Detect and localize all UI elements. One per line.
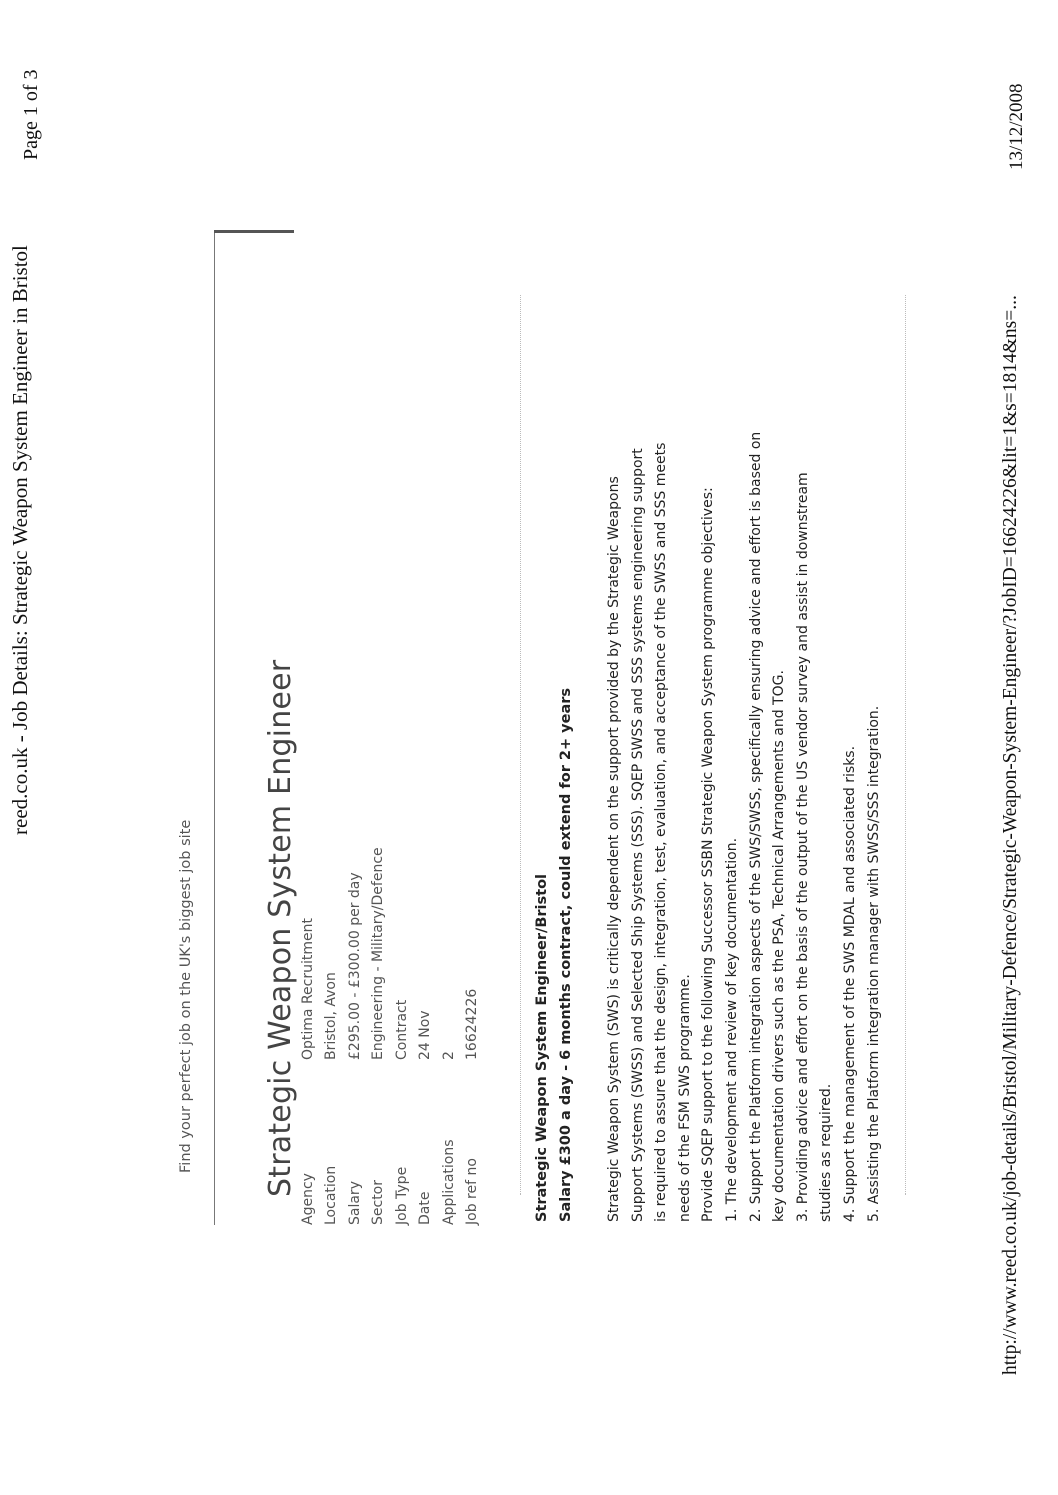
detail-label: Job ref no — [464, 1158, 481, 1225]
detail-row-sector — [367, 847, 391, 1225]
detail-label: Agency — [299, 1173, 316, 1225]
description-line: key documentation drivers such as the PSA, Technical Arrangements and TOG. — [771, 670, 788, 1222]
description-line: Strategic Weapon System (SWS) is critically dependent on the support provided by the Strategic Weapons — [606, 476, 622, 1222]
description-line: is required to assure that the design, integration, test, evaluation, and acceptance of the SWSS and SSS meets — [653, 442, 670, 1222]
detail-value-agency[interactable]: Optima Recruitment — [299, 918, 316, 1060]
detail-row-job-ref — [461, 847, 485, 1225]
detail-row-location — [320, 847, 344, 1225]
description-line: studies as required. — [818, 1083, 835, 1222]
detail-value-sector[interactable]: Engineering - Military/Defence — [370, 847, 387, 1060]
detail-row-job-type — [390, 847, 414, 1225]
bottom-divider — [905, 295, 906, 1195]
detail-value-job-type: Contract — [393, 999, 410, 1060]
section-divider — [520, 295, 521, 1195]
detail-label: Date — [417, 1191, 434, 1225]
description-line: 2. Support the Platform integration aspects of the SWS/SWSS, specifically ensuring advice and effort is based on — [747, 431, 764, 1222]
top-divider — [214, 230, 215, 1225]
job-headline — [530, 688, 578, 1222]
description-line: needs of the FSM SWS programme. — [676, 974, 693, 1222]
detail-row-agency — [296, 847, 320, 1225]
detail-value-job-ref: 16624226 — [464, 988, 481, 1060]
headline-title: Strategic Weapon System Engineer/Bristol — [534, 873, 550, 1222]
description-line: 3. Providing advice and effort on the basis of the output of the US vendor survey and assist in downstream — [794, 472, 811, 1222]
top-divider-edge — [214, 227, 294, 233]
job-details-table — [296, 847, 484, 1225]
print-page-number: Page 1 of 3 — [20, 69, 42, 160]
description-line: 1. The development and review of key documentation. — [723, 837, 740, 1222]
print-footer-url: http://www.reed.co.uk/job-details/Bristol/Military-Defence/Strategic-Weapon-System-Engineer/?JobID=16624226&lit=1&s=1814&ns=... — [1000, 295, 1021, 1375]
headline-salary: Salary £300 a day - 6 months contract, could extend for 2+ years — [558, 687, 574, 1222]
detail-value-date: 24 Nov — [417, 1010, 434, 1060]
job-title: Strategic Weapon System Engineer — [263, 659, 299, 1197]
detail-row-date — [414, 847, 438, 1225]
site-tagline: Find your perfect job on the UK's biggest job site — [178, 819, 194, 1173]
detail-label: Sector — [370, 1179, 387, 1225]
detail-row-salary — [343, 847, 367, 1225]
print-header-title: reed.co.uk - Job Details: Strategic Weapon System Engineer in Bristol — [8, 245, 32, 835]
detail-label: Salary — [346, 1181, 363, 1225]
detail-label: Applications — [440, 1139, 457, 1225]
description-line: 5. Assisting the Platform integration manager with SWSS/SSS integration. — [865, 705, 882, 1222]
detail-label: Job Type — [393, 1166, 410, 1225]
description-line: 4. Support the management of the SWS MDAL and associated risks. — [841, 745, 858, 1222]
description-line: Provide SQEP support to the following Successor SSBN Strategic Weapon System programme objectives: — [700, 487, 717, 1222]
detail-label: Location — [323, 1165, 340, 1225]
detail-row-applications — [437, 847, 461, 1225]
job-description — [603, 222, 886, 1222]
detail-value-salary: £295.00 - £300.00 per day — [346, 872, 363, 1060]
print-footer-date: 13/12/2008 — [1006, 83, 1027, 170]
detail-value-location: Bristol, Avon — [323, 972, 340, 1060]
description-line: Support Systems (SWSS) and Selected Ship Systems (SSS). SQEP SWSS and SSS systems engineering support — [629, 448, 646, 1222]
detail-value-applications: 2 — [440, 1051, 457, 1060]
